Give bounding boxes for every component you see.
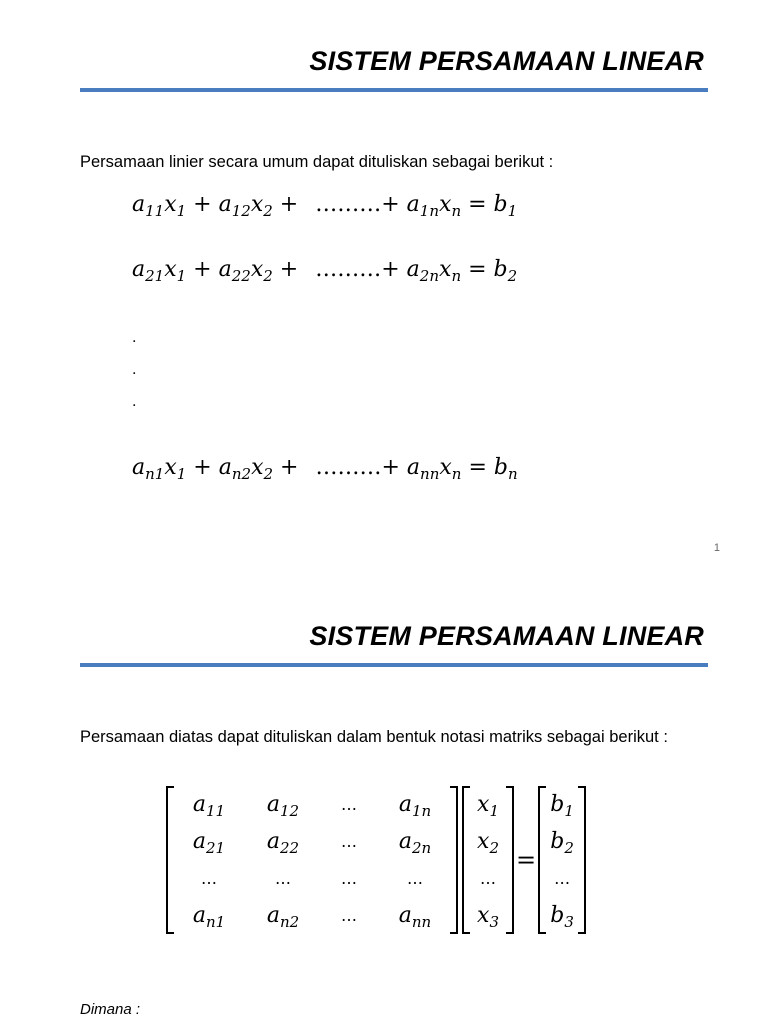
- slide-2: [0, 575, 768, 1024]
- equals-sign: =: [516, 846, 537, 874]
- slide-title: SISTEM PERSAMAAN LINEAR: [309, 46, 704, 76]
- matrix-equation: [166, 785, 586, 935]
- vertical-ellipsis-dot: .: [132, 362, 137, 378]
- intro-text: Persamaan diatas dapat dituliskan dalam bentuk notasi matriks sebagai berikut :: [80, 728, 668, 746]
- vertical-ellipsis-dot: .: [132, 394, 137, 410]
- equation-row-1: $a_{11}x_1 + a_{12}x_2$ + ………+ $a_{1n}x_n = b_1$: [132, 192, 518, 220]
- equation-row-n: $a_{n1}x_1 + a_{n2}x_2$ + ………+ $a_{nn}x_n = b_n$: [132, 455, 518, 483]
- title-underline: [80, 663, 708, 667]
- vertical-ellipsis-dot: .: [132, 330, 137, 346]
- intro-text: Persamaan linier secara umum dapat dituliskan sebagai berikut :: [80, 153, 554, 171]
- vector-b: $b_1$ $b_2$ … $b_3$: [538, 786, 586, 934]
- page-number: 1: [713, 542, 720, 554]
- slide-title: SISTEM PERSAMAAN LINEAR: [309, 621, 704, 651]
- vector-x: $x_1$ $x_2$ … $x_3$: [462, 786, 514, 934]
- matrix-a: $a_{11}$ $a_{12}$ … $a_{1n}$ $a_{21}$ $a_{22}$ … $a_{2n}$ … … … … $a_{n1}$ $a_{n2}$ … $a_{nn}$: [166, 786, 458, 934]
- equation-row-2: $a_{21}x_1 + a_{22}x_2$ + ………+ $a_{2n}x_n = b_2$: [132, 257, 518, 285]
- dimana-label: Dimana :: [80, 1001, 141, 1018]
- title-underline: [80, 88, 708, 92]
